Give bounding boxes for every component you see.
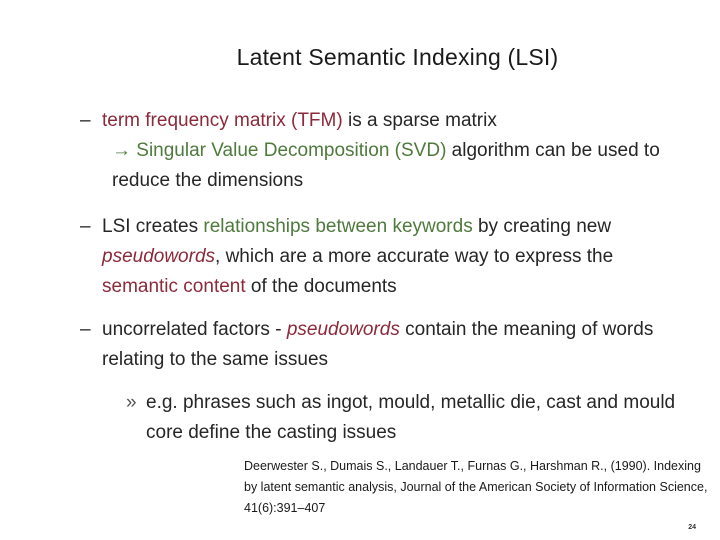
sub-bullet-text: e.g. phrases such as ingot, mould, metallic die, cast and mould core define the casting issues [146,392,676,443]
page-number: 24 [688,524,696,531]
highlight-svd: Singular Value Decomposition (SVD) [136,140,447,161]
slide-title: Latent Semantic Indexing (LSI) [236,44,559,70]
bullet-text [102,106,680,196]
reference-citation: Deerwester S., Dumais S., Landauer T., Furnas G., Harshman R., (1990). Indexing by latent semantic analysis, Journal of the American Society of Information Science, 41(6):391–407 [244,459,708,515]
text-span: of the documents [245,276,397,297]
sub-bullet-example [126,388,686,448]
arrow-icon: → [112,140,137,161]
bullet-dash: – [80,110,91,131]
bullet-tfm [80,106,680,196]
highlight-pseudowords: pseudowords [102,246,216,267]
text-span: by creating new [472,216,612,237]
text-span: algorithm can be used to reduce the dimensions [112,140,660,191]
text-span: uncorrelated factors - [102,319,287,340]
bullet-dash: – [80,319,91,340]
arrow-line [102,136,680,196]
text-span: LSI creates [102,216,204,237]
bullet-lsi [80,212,680,302]
bullet-text [102,212,680,302]
bullet-uncorrelated [80,315,680,375]
highlight-relationships: relationships between keywords [203,216,473,237]
sub-bullet-marker-icon: » [126,392,137,413]
text-span: contain the meaning of words relating to the same issues [102,319,654,370]
bullet-dash: – [80,216,91,237]
bullet-text [102,315,680,375]
text-span: is a sparse matrix [342,110,497,131]
highlight-tfm: term frequency matrix (TFM) [102,110,343,131]
highlight-pseudowords: pseudowords [286,319,400,340]
highlight-semantic-content: semantic content [102,276,246,297]
text-span: , which are a more accurate way to express the [215,246,614,267]
